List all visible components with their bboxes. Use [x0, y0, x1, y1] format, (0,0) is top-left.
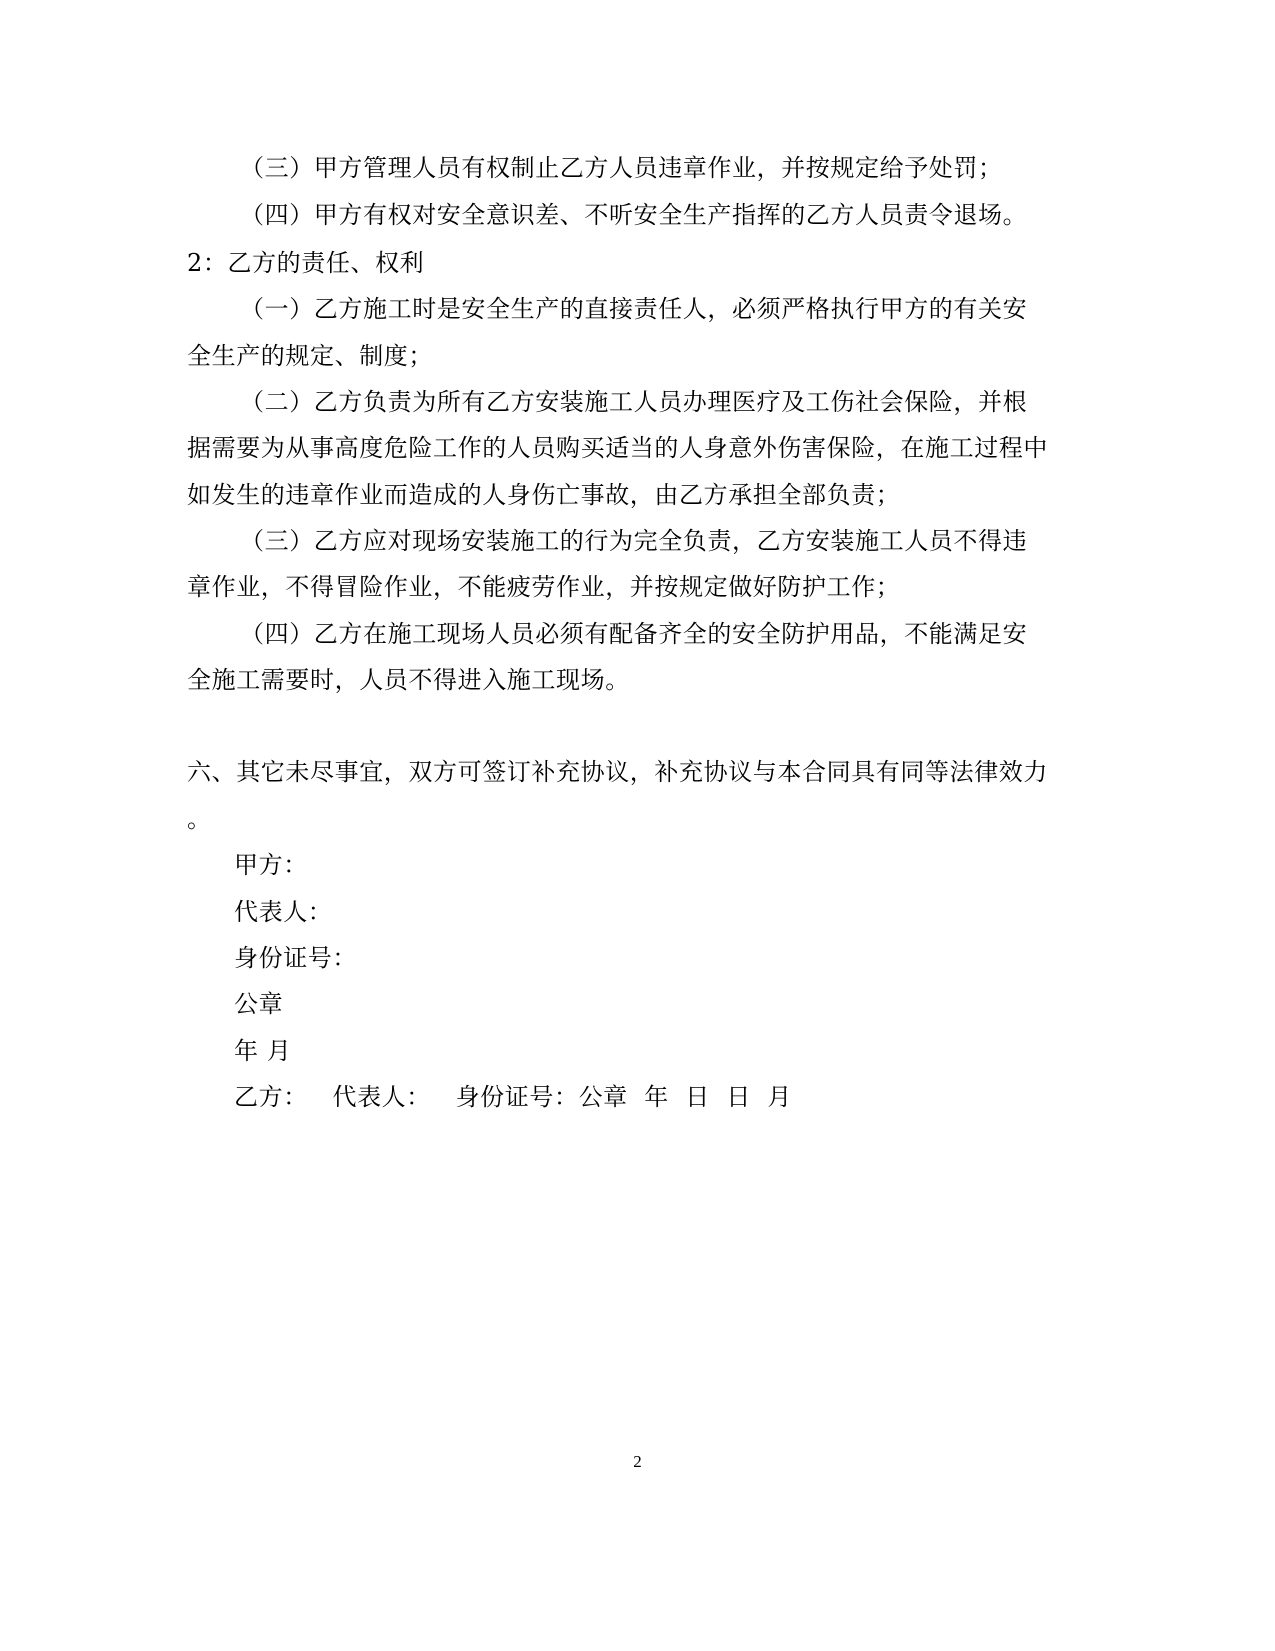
- clause-b-2-line-3: 如发生的违章作业而造成的人身伤亡事故，由乙方承担全部负责；: [187, 481, 901, 509]
- clause-b-4-line-1: （四）乙方在施工现场人员必须有配备齐全的安全防护用品，不能满足安: [240, 620, 1028, 648]
- seal-label: 公章: [234, 990, 284, 1018]
- date-label: 年 月: [234, 1037, 292, 1065]
- representative-label: 代表人：: [234, 898, 333, 926]
- clause-b-3-line-1: （三）乙方应对现场安装施工的行为完全负责，乙方安装施工人员不得违: [240, 527, 1028, 555]
- party-a-label: 甲方：: [234, 851, 308, 879]
- clause-b-4-line-2: 全施工需要时，人员不得进入施工现场。: [187, 666, 630, 694]
- clause-a-3: （三）甲方管理人员有权制止乙方人员违章作业，并按规定给予处罚；: [240, 154, 1003, 182]
- section-six-line-2: 。: [187, 805, 212, 833]
- id-number-label: 身份证号：: [234, 944, 357, 972]
- clause-b-1-line-2: 全生产的规定、制度；: [187, 342, 433, 370]
- section-six-line-1: 六、其它未尽事宜，双方可签订补充协议，补充协议与本合同具有同等法律效力: [187, 758, 1048, 786]
- clause-a-4: （四）甲方有权对安全意识差、不听安全生产指挥的乙方人员责令退场。: [240, 201, 1028, 229]
- page-number: 2: [633, 1452, 642, 1471]
- clause-b-2-line-1: （二）乙方负责为所有乙方安装施工人员办理医疗及工伤社会保险，并根: [240, 388, 1028, 416]
- party-b-signature-line: 乙方： 代表人： 身份证号：公章 年 日 日 月: [234, 1083, 793, 1111]
- clause-b-3-line-2: 章作业，不得冒险作业，不能疲劳作业，并按规定做好防护工作；: [187, 573, 901, 601]
- clause-b-2-line-2: 据需要为从事高度危险工作的人员购买适当的人身意外伤害保险，在施工过程中: [187, 434, 1048, 462]
- clause-b-1-line-1: （一）乙方施工时是安全生产的直接责任人，必须严格执行甲方的有关安: [240, 295, 1028, 323]
- section-heading-party-b: 2：乙方的责任、权利: [187, 249, 425, 277]
